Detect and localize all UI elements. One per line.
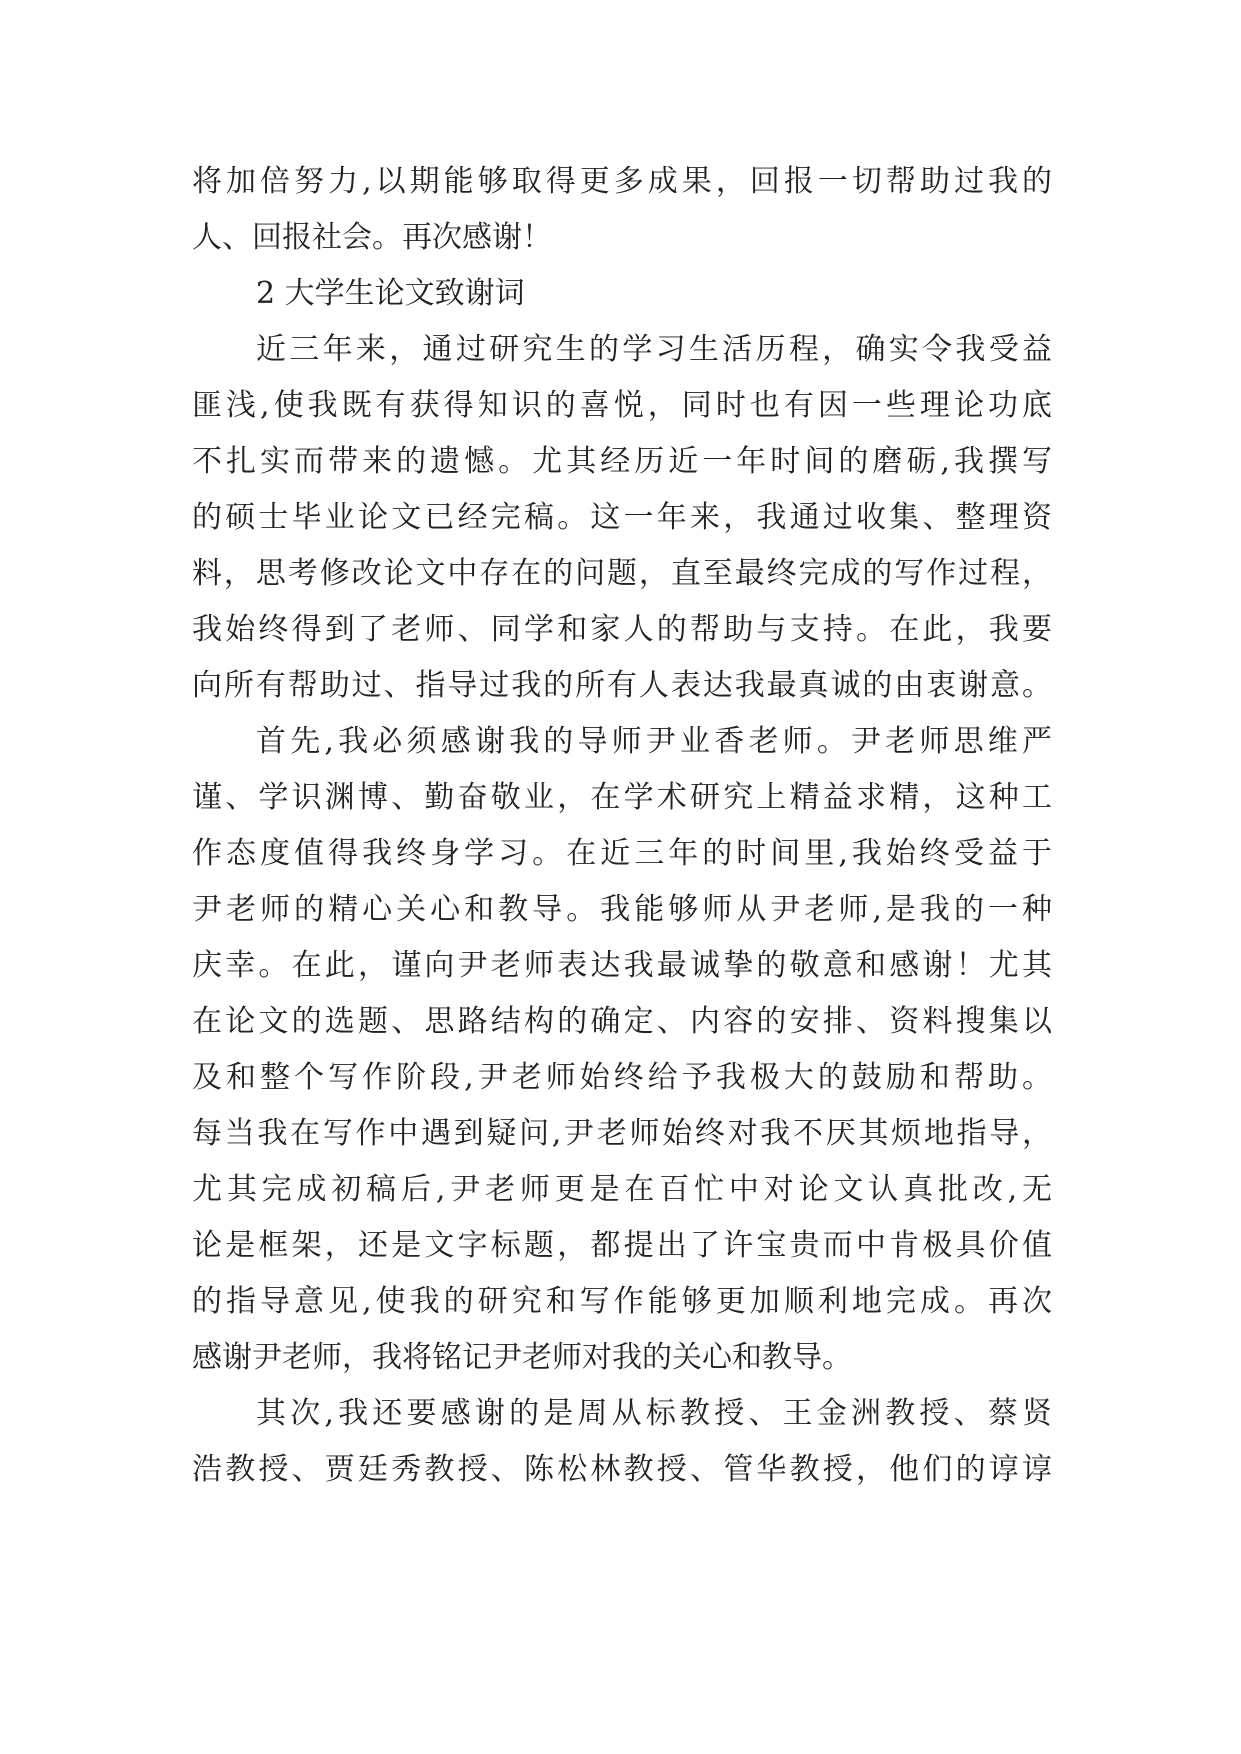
text-line: 及和整个写作阶段,尹老师始终给予我极大的鼓励和帮助。 <box>192 1060 1052 1095</box>
text-line: 在论文的选题、思路结构的确定、内容的安排、资料搜集以 <box>192 1004 1052 1039</box>
text-line: 尹老师的精心关心和教导。我能够师从尹老师,是我的一种 <box>192 892 1052 927</box>
text-line: 浩教授、贾廷秀教授、陈松林教授、管华教授，他们的谆谆 <box>192 1452 1052 1487</box>
text-line: 感谢尹老师，我将铭记尹老师对我的关心和教导。 <box>192 1340 852 1375</box>
text-line: 作态度值得我终身学习。在近三年的时间里,我始终受益于 <box>192 836 1052 871</box>
text-line: 论是框架，还是文字标题，都提出了许宝贵而中肯极具价值 <box>192 1228 1052 1263</box>
text-line: 庆幸。在此，谨向尹老师表达我最诚挚的敬意和感谢！尤其 <box>192 948 1052 983</box>
text-line: 匪浅,使我既有获得知识的喜悦，同时也有因一些理论功底 <box>192 388 1052 423</box>
text-line: 向所有帮助过、指导过我的所有人表达我最真诚的由衷谢意。 <box>192 668 1052 703</box>
text-line: 不扎实而带来的遗憾。尤其经历近一年时间的磨砺,我撰写 <box>192 444 1052 479</box>
text-line: 将加倍努力,以期能够取得更多成果，回报一切帮助过我的 <box>192 164 1052 199</box>
text-line: 谨、学识渊博、勤奋敬业，在学术研究上精益求精，这种工 <box>192 780 1052 815</box>
text-line: 每当我在写作中遇到疑问,尹老师始终对我不厌其烦地指导， <box>192 1116 1052 1151</box>
text-line: 其次,我还要感谢的是周从标教授、王金洲教授、蔡贤 <box>256 1396 1052 1431</box>
text-line: 人、回报社会。再次感谢！ <box>192 220 552 255</box>
text-line: 的硕士毕业论文已经完稿。这一年来，我通过收集、整理资 <box>192 500 1052 535</box>
text-line: 的指导意见,使我的研究和写作能够更加顺利地完成。再次 <box>192 1284 1052 1319</box>
text-line: 2 大学生论文致谢词 <box>256 276 525 311</box>
text-line: 近三年来，通过研究生的学习生活历程，确实令我受益 <box>256 332 1052 367</box>
text-line: 尤其完成初稿后,尹老师更是在百忙中对论文认真批改,无 <box>192 1172 1052 1207</box>
text-line: 料，思考修改论文中存在的问题，直至最终完成的写作过程， <box>192 556 1052 591</box>
text-line: 首先,我必须感谢我的导师尹业香老师。尹老师思维严 <box>256 724 1052 759</box>
text-line: 我始终得到了老师、同学和家人的帮助与支持。在此，我要 <box>192 612 1052 647</box>
document-body <box>192 154 1052 1498</box>
